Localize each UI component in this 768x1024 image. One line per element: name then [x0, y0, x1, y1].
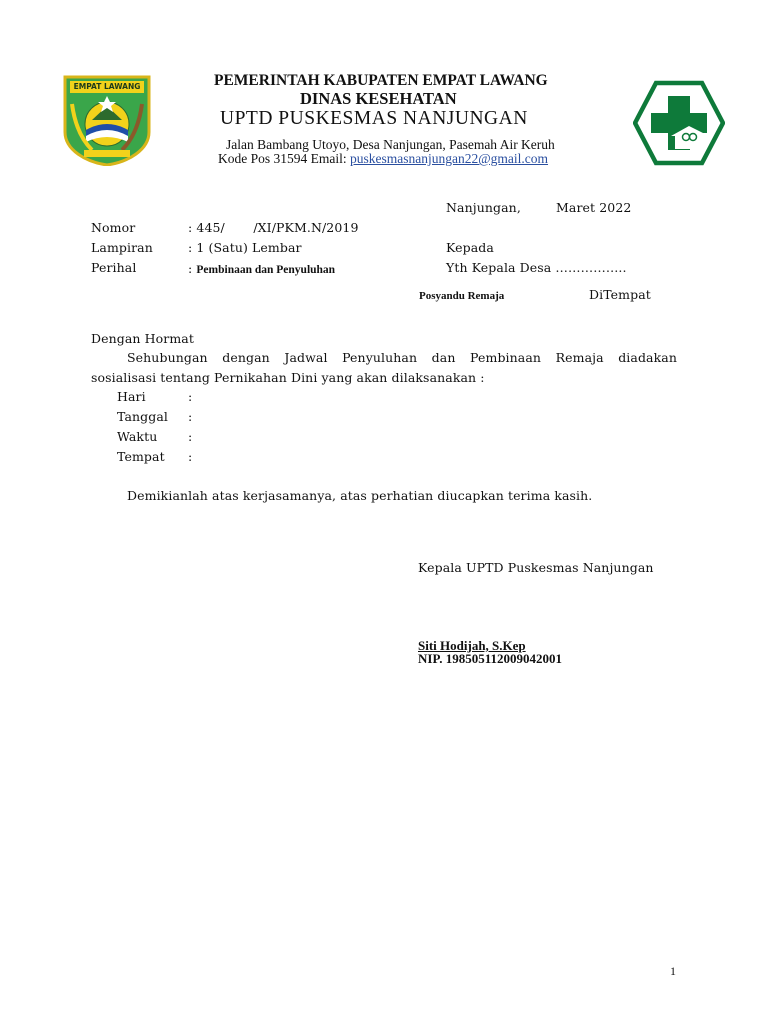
salutation: Dengan Hormat [91, 331, 194, 346]
field-hari-label: Hari [117, 389, 146, 404]
puskesmas-logo [633, 80, 725, 166]
field-waktu-colon: : [188, 429, 193, 444]
field-tanggal-label: Tanggal [117, 409, 169, 424]
letterhead-department: DINAS KESEHATAN [300, 89, 457, 108]
closing-sentence: Demikianlah atas kerjasamanya, atas perhatian diucapkan terima kasih. [127, 488, 593, 503]
recipient-yth: Yth Kepala Desa …………….. [446, 260, 627, 275]
regency-logo [62, 74, 152, 166]
nomor-label: Nomor [91, 220, 136, 235]
signature-title: Kepala UPTD Puskesmas Nanjungan [418, 560, 654, 575]
postal-code-text: Kode Pos 31594 Email: [218, 151, 350, 166]
signature-name: Siti Hodijah, S.Kep [418, 638, 526, 653]
field-tempat-label: Tempat [117, 449, 165, 464]
letter-date: Maret 2022 [556, 200, 632, 215]
field-tanggal-colon: : [188, 409, 193, 424]
nomor-value: : 445/ /XI/PKM.N/2019 [188, 220, 359, 235]
perihal-text: Pembinaan dan Penyuluhan [196, 264, 336, 276]
email-link[interactable]: puskesmasnanjungan22@gmail.com [350, 151, 549, 166]
lampiran-value: : 1 (Satu) Lembar [188, 240, 302, 255]
lampiran-label: Lampiran [91, 240, 153, 255]
letterhead-contact [218, 151, 548, 167]
letter-place: Nanjungan, [446, 200, 521, 215]
perihal-value [188, 261, 335, 276]
field-hari-colon: : [188, 389, 193, 404]
paragraph-line-2: sosialisasi tentang Pernikahan Dini yang akan dilaksanakan : [91, 370, 485, 385]
perihal-colon: : [188, 261, 197, 276]
letterhead-address: Jalan Bambang Utoyo, Desa Nanjungan, Pasemah Air Keruh [226, 137, 555, 152]
recipient-ditempat: DiTempat [589, 287, 651, 302]
recipient-kepada: Kepada [446, 240, 494, 255]
perihal-text-line2: Posyandu Remaja [419, 290, 505, 302]
field-waktu-label: Waktu [117, 429, 158, 444]
signature-nip: NIP. 198505112009042001 [418, 651, 562, 666]
paragraph-line-1: Sehubungan dengan Jadwal Penyuluhan dan Pembinaan Remaja diadakan [127, 350, 677, 365]
letterhead-institution: UPTD PUSKESMAS NANJUNGAN [220, 108, 528, 129]
regency-logo-text: EMPAT LAWANG [73, 82, 141, 91]
perihal-label: Perihal [91, 260, 137, 275]
field-tempat-colon: : [188, 449, 193, 464]
page-number: 1 [670, 964, 676, 978]
letterhead-government: PEMERINTAH KABUPATEN EMPAT LAWANG [214, 72, 548, 89]
puskesmas-cross-icon [633, 80, 725, 166]
